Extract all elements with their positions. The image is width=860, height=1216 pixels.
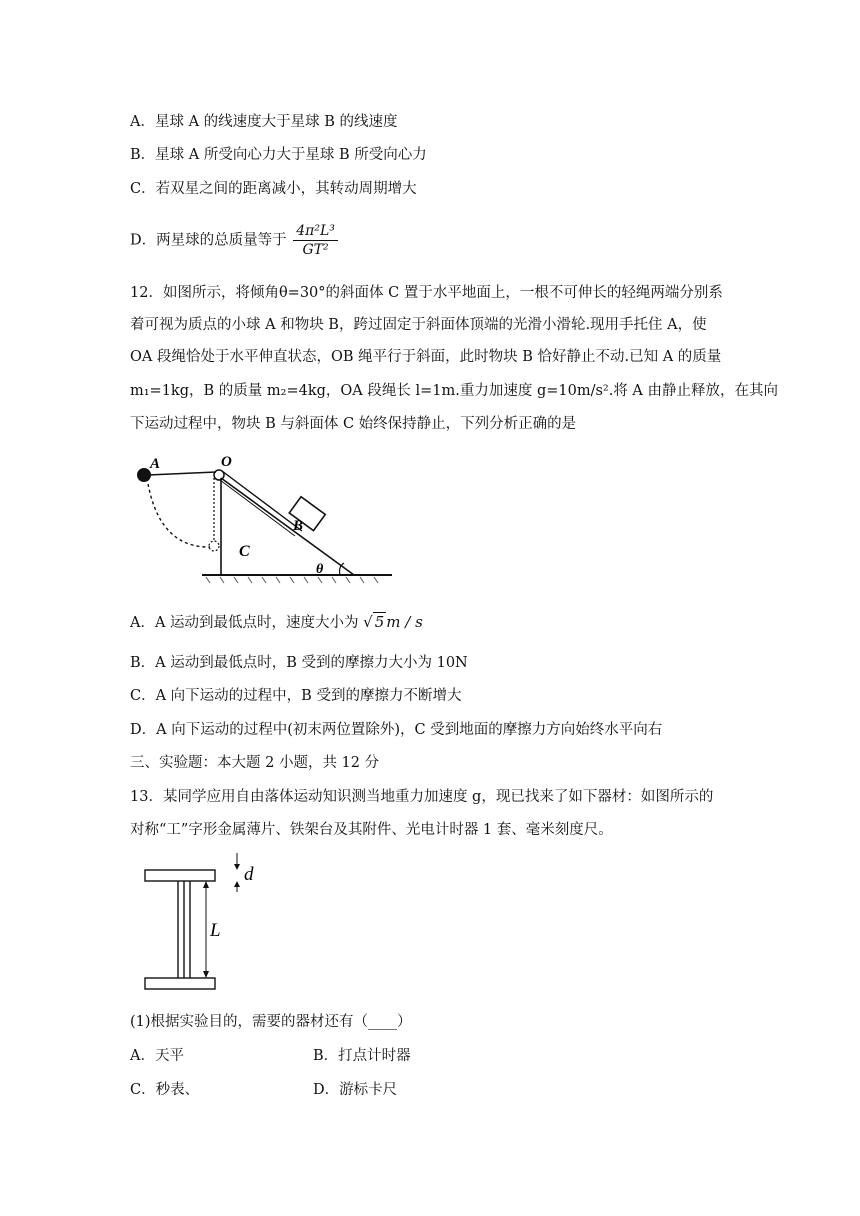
q12-option-c: C．A 向下运动的过程中，B 受到的摩擦力不断增大 [130,688,462,704]
q13-i-shape-figure [140,850,280,996]
q12-incline-figure [130,448,400,593]
q13-subquestion-1: (1)根据实验目的，需要的器材还有（____） [130,1014,412,1030]
fig-label-a: A [150,456,161,472]
fig-label-l: L [210,920,221,941]
q11-option-d-fraction [293,222,338,259]
fig-label-b: B [293,518,304,534]
fraction-numerator: 4π²L³ [293,222,338,241]
q12-option-d: D．A 向下运动的过程中(初末两位置除外)，C 受到地面的摩擦力方向始终水平向右 [130,722,663,738]
q13-option-b: B．打点计时器 [313,1048,411,1064]
q12-option-b: B．A 运动到最低点时，B 受到的摩擦力大小为 10N [130,655,468,671]
q13-option-a: A．天平 [130,1048,184,1064]
fraction-denominator: GT² [302,242,329,258]
fig-label-d: d [244,864,254,885]
q12-stem-line-5: 下运动过程中，物块 B 与斜面体 C 始终保持静止，下列分析正确的是 [130,416,577,432]
q13-stem-line-2: 对称“工”字形金属薄片、铁架台及其附件、光电计时器 1 套、毫米刻度尺。 [130,822,613,838]
fig-label-theta: θ [316,562,324,577]
q11-option-a: A．星球 A 的线速度大于星球 B 的线速度 [130,114,398,130]
q12-option-a-value: √ 5 m / s [363,613,423,631]
q12-option-a-text: A．A 运动到最低点时，速度大小为 [130,615,359,631]
q11-option-c: C．若双星之间的距离减小，其转动周期增大 [130,181,417,197]
q11-option-d-text: D．两星球的总质量等于 [130,232,287,249]
q12-stem-line-3: OA 段绳恰处于水平伸直状态，OB 绳平行于斜面，此时物块 B 恰好静止不动.已知 A 的质量 [130,349,722,365]
q12-stem-line-1: 12．如图所示，将倾角θ=30°的斜面体 C 置于水平地面上，一根不可伸长的轻绳两端分别系 [130,285,723,301]
speed-unit: m / s [386,613,423,631]
q11-option-b: B．星球 A 所受向心力大于星球 B 所受向心力 [130,147,427,163]
q12-stem-line-2: 着可视为质点的小球 A 和物块 B，跨过固定于斜面体顶端的光滑小滑轮.现用手托住 A，使 [130,317,707,333]
fig-label-o: O [221,454,232,470]
q12-stem-line-4: m₁=1kg，B 的质量 m₂=4kg，OA 段绳长 l=1m.重力加速度 g=10m/s².将 A 由静止释放，在其向 [130,383,779,399]
q12-option-a [130,612,423,633]
q13-stem-line-1: 13．某同学应用自由落体运动知识测当地重力加速度 g，现已找来了如下器材：如图所示的 [130,789,714,805]
q13-option-c: C．秒表、 [130,1082,200,1098]
fig-label-c: C [239,543,250,560]
sqrt-radicand: 5 [374,613,385,631]
q13-option-d: D．游标卡尺 [313,1082,398,1098]
q11-option-d [130,222,338,259]
section-3-heading: 三、实验题：本大题 2 小题，共 12 分 [130,755,380,771]
